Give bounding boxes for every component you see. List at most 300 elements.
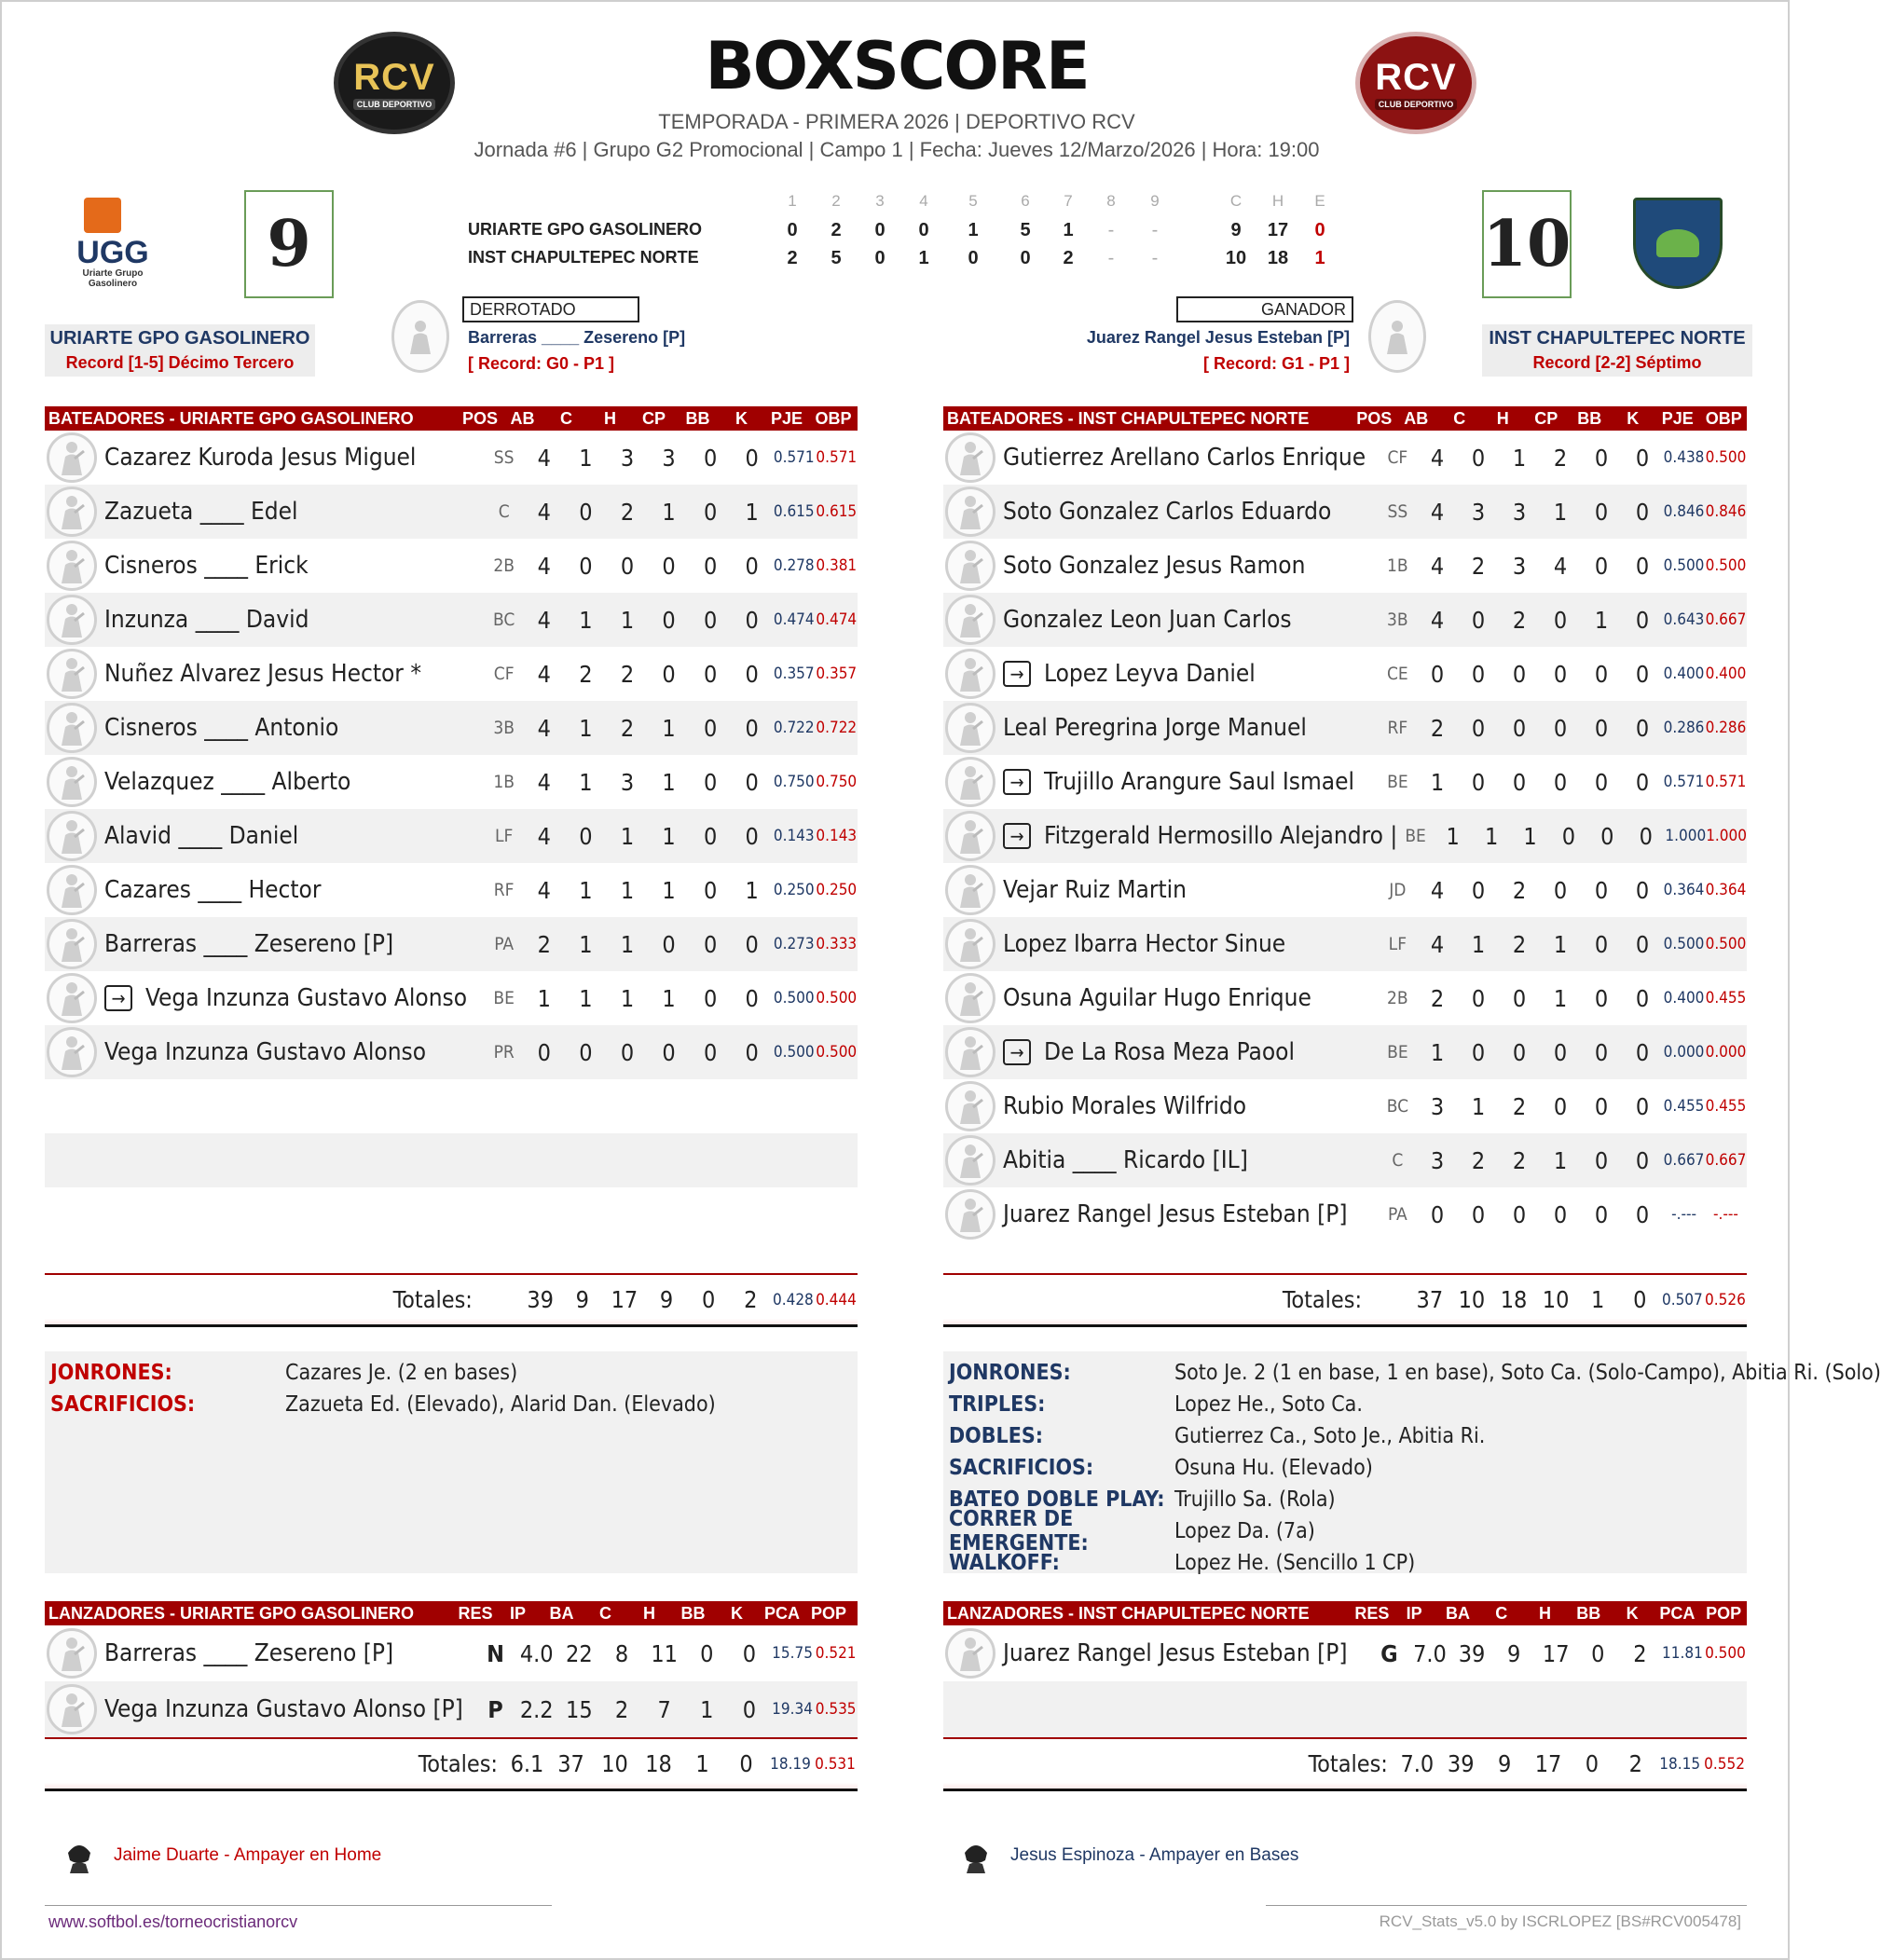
stat-cell: 1 bbox=[579, 984, 593, 1012]
position-cell: C bbox=[1392, 1150, 1404, 1171]
player-name[interactable] bbox=[1003, 1038, 1379, 1066]
player-avatar bbox=[47, 1027, 97, 1077]
stat-cell: 0 bbox=[703, 552, 718, 580]
stat-cell: 15 bbox=[566, 1695, 593, 1723]
stat-cell: 3 bbox=[1512, 552, 1527, 580]
player-name-text: Lopez Leyva Daniel bbox=[1044, 660, 1256, 688]
totals-row bbox=[943, 1273, 1747, 1327]
position-cell: BE bbox=[1405, 826, 1426, 846]
home-team-logo bbox=[1633, 198, 1723, 289]
ls-inning-run: 2 bbox=[1063, 248, 1074, 268]
batter-row bbox=[45, 863, 858, 917]
ls-total-header: H bbox=[1271, 192, 1284, 210]
player-name[interactable] bbox=[1003, 1639, 1369, 1667]
player-name[interactable] bbox=[1003, 498, 1379, 526]
batter-row bbox=[943, 755, 1747, 809]
column-header: K bbox=[1627, 408, 1640, 428]
player-avatar bbox=[945, 1027, 995, 1077]
stat-cell: 0 bbox=[745, 1038, 759, 1066]
stat-cell: 0 bbox=[579, 498, 593, 526]
column-header: H bbox=[1539, 1603, 1552, 1623]
column-header: C bbox=[560, 408, 572, 428]
player-avatar bbox=[945, 1189, 995, 1240]
stat-cell: 1 bbox=[579, 876, 593, 904]
avg-cell: 0.357 bbox=[773, 665, 815, 683]
stat-cell: 1 bbox=[620, 876, 635, 904]
inning-header: 3 bbox=[875, 192, 885, 210]
stat-cell: 0 bbox=[1635, 498, 1650, 526]
batter-row bbox=[943, 539, 1747, 593]
stat-cell: 0 bbox=[1553, 606, 1568, 634]
stat-cell: 0 bbox=[1594, 930, 1609, 958]
batter-row bbox=[45, 539, 858, 593]
player-avatar bbox=[945, 1628, 995, 1679]
player-name-text: Lopez Ibarra Hector Sinue bbox=[1003, 930, 1286, 958]
position-cell: JD bbox=[1389, 880, 1407, 900]
winning-pitcher-record: [ Record: G1 - P1 ] bbox=[1202, 354, 1350, 373]
avg-cell: 0.722 bbox=[773, 719, 815, 737]
stat-cell: 0 bbox=[745, 930, 759, 958]
home-umpire: Jaime Duarte - Ampayer en Home bbox=[56, 1834, 381, 1877]
stat-cell: 0 bbox=[703, 822, 718, 850]
column-header: C bbox=[1453, 408, 1466, 428]
stat-cell: 1 bbox=[579, 606, 593, 634]
column-header: CP bbox=[1534, 408, 1558, 428]
batter-row bbox=[943, 1133, 1747, 1187]
stat-cell: 3 bbox=[1430, 1092, 1445, 1120]
avg-cell: 0.333 bbox=[816, 935, 858, 953]
player-name[interactable] bbox=[1003, 1146, 1379, 1174]
totals-cell: 2 bbox=[1628, 1750, 1642, 1777]
stat-cell: 4 bbox=[1430, 930, 1445, 958]
player-name[interactable] bbox=[1003, 1092, 1379, 1120]
stat-cell: 0 bbox=[1635, 768, 1650, 796]
player-name[interactable] bbox=[104, 768, 485, 796]
player-name[interactable] bbox=[104, 498, 485, 526]
stat-cell: 1 bbox=[620, 984, 635, 1012]
totals-cell: 1 bbox=[1591, 1286, 1605, 1313]
player-name-text: Abitia ____ Ricardo [IL] bbox=[1003, 1146, 1248, 1174]
note-value: Zazueta Ed. (Elevado), Alarid Dan. (Elevado) bbox=[285, 1392, 716, 1417]
linescore bbox=[468, 192, 1363, 285]
note-row bbox=[943, 1357, 1881, 1389]
stat-cell: 0 bbox=[742, 1695, 757, 1723]
player-name-text: Barreras ____ Zesereno [P] bbox=[104, 1639, 394, 1667]
ls-total-h: 18 bbox=[1267, 248, 1289, 268]
player-avatar bbox=[945, 541, 995, 591]
stat-cell: 1 bbox=[579, 930, 593, 958]
totals-cell: 0 bbox=[1585, 1750, 1600, 1777]
stat-cell: 0 bbox=[1635, 1146, 1650, 1174]
player-name[interactable] bbox=[1003, 714, 1379, 742]
stat-cell: 1 bbox=[579, 768, 593, 796]
table-title: BATEADORES - URIARTE GPO GASOLINERO bbox=[48, 408, 414, 428]
position-cell: CF bbox=[1387, 447, 1408, 468]
player-name[interactable] bbox=[1003, 1200, 1379, 1228]
avg-cell: 0.250 bbox=[773, 881, 815, 899]
batter-row bbox=[943, 1079, 1747, 1133]
player-name-text: Fitzgerald Hermosillo Alejandro | bbox=[1044, 822, 1398, 850]
avg-cell: 0.455 bbox=[1663, 1097, 1705, 1116]
avg-cell: 19.34 bbox=[772, 1700, 813, 1719]
note-value: Gutierrez Ca., Soto Je., Abitia Ri. bbox=[1174, 1424, 1486, 1448]
totals-cell: 10 bbox=[1458, 1286, 1486, 1313]
note-label: SACRIFICIOS: bbox=[949, 1456, 1094, 1480]
footer-version: RCV_Stats_v5.0 by ISCRLOPEZ [BS#RCV005478] bbox=[1379, 1912, 1741, 1930]
batter-row bbox=[45, 809, 858, 863]
avg-cell: 0.474 bbox=[773, 610, 815, 629]
column-header: BA bbox=[549, 1603, 574, 1623]
result-cell: G bbox=[1380, 1639, 1398, 1667]
avg-cell: 0.750 bbox=[773, 773, 815, 791]
position-cell: SS bbox=[493, 447, 515, 468]
avg-cell: 0.722 bbox=[816, 719, 858, 737]
batter-row bbox=[943, 971, 1747, 1025]
stat-cell: 1 bbox=[662, 876, 676, 904]
stat-cell: 0 bbox=[1594, 714, 1609, 742]
ls-inning-run: 2 bbox=[831, 220, 842, 240]
stat-cell: 4 bbox=[1430, 498, 1445, 526]
stat-cell: 0 bbox=[745, 660, 759, 688]
player-avatar bbox=[47, 811, 97, 861]
column-header: K bbox=[731, 1603, 743, 1623]
player-name[interactable] bbox=[104, 822, 485, 850]
player-avatar bbox=[47, 1628, 97, 1679]
totals-cell: 0 bbox=[739, 1750, 753, 1777]
player-avatar bbox=[945, 973, 995, 1023]
stat-cell: 1 bbox=[662, 768, 676, 796]
player-name-text: Soto Gonzalez Carlos Eduardo bbox=[1003, 498, 1332, 526]
avg-cell: 0.286 bbox=[1663, 719, 1705, 737]
stat-cell: 11 bbox=[651, 1639, 678, 1667]
substitution-arrow-icon: → bbox=[1003, 1039, 1031, 1065]
batter-row bbox=[45, 647, 858, 701]
player-name-text: Leal Peregrina Jorge Manuel bbox=[1003, 714, 1307, 742]
player-name[interactable] bbox=[104, 876, 485, 904]
stat-cell: 9 bbox=[1506, 1639, 1521, 1667]
stat-cell: 0 bbox=[1594, 660, 1609, 688]
ls-inning-run: 0 bbox=[787, 220, 798, 240]
avg-cell: 0.571 bbox=[773, 448, 815, 467]
stat-cell: 0 bbox=[1471, 984, 1486, 1012]
stat-cell: 1 bbox=[620, 822, 635, 850]
stat-cell: 4 bbox=[537, 444, 551, 472]
ls-inning-run: 5 bbox=[1020, 220, 1031, 240]
substitution-arrow-icon: → bbox=[1003, 823, 1031, 849]
stat-cell: 3 bbox=[620, 444, 635, 472]
totals-cell: 0.428 bbox=[773, 1290, 814, 1309]
column-header: H bbox=[1496, 408, 1509, 428]
avg-cell: 0.500 bbox=[1663, 935, 1705, 953]
player-name[interactable] bbox=[1003, 552, 1379, 580]
empty-row bbox=[45, 1133, 858, 1187]
player-name[interactable] bbox=[104, 660, 485, 688]
stat-cell: 2 bbox=[620, 498, 635, 526]
player-name-text: Gonzalez Leon Juan Carlos bbox=[1003, 606, 1292, 634]
player-name[interactable] bbox=[1003, 822, 1397, 850]
away-pitching-table bbox=[45, 1601, 858, 1791]
stat-cell: 3 bbox=[662, 444, 676, 472]
column-header: BA bbox=[1445, 1603, 1470, 1623]
column-header: CP bbox=[641, 408, 666, 428]
player-name[interactable] bbox=[104, 1038, 485, 1066]
pitcher-row bbox=[45, 1681, 858, 1737]
ls-total-header: C bbox=[1229, 192, 1243, 210]
avg-cell: 1.000 bbox=[1665, 827, 1707, 845]
player-avatar bbox=[47, 595, 97, 645]
stat-cell: 1 bbox=[662, 498, 676, 526]
stat-cell: 2 bbox=[620, 660, 635, 688]
stat-cell: 0 bbox=[703, 660, 718, 688]
player-name[interactable] bbox=[1003, 444, 1379, 472]
avg-cell: 0.846 bbox=[1663, 502, 1705, 521]
ls-inning-run: - bbox=[1107, 248, 1115, 268]
avg-cell: 0.571 bbox=[1705, 773, 1747, 791]
avg-cell: 0.400 bbox=[1663, 665, 1705, 683]
table-title: LANZADORES - URIARTE GPO GASOLINERO bbox=[48, 1603, 415, 1623]
stat-cell: 0 bbox=[1594, 984, 1609, 1012]
ls-inning-run: 0 bbox=[918, 220, 929, 240]
away-team-label: URIARTE GPO GASOLINERO Record [1-5] Décimo Tercero bbox=[45, 324, 315, 377]
player-name-text: Barreras ____ Zesereno [P] bbox=[104, 930, 394, 958]
totals-cell: 10 bbox=[1542, 1286, 1570, 1313]
player-name-text: Vega Inzunza Gustavo Alonso [P] bbox=[104, 1695, 463, 1723]
note-row bbox=[943, 1507, 1747, 1556]
player-avatar bbox=[945, 757, 995, 807]
note-row bbox=[943, 1547, 1747, 1579]
totals-cell: 7.0 bbox=[1400, 1750, 1435, 1777]
player-name-text: Vejar Ruiz Martin bbox=[1003, 876, 1187, 904]
stat-cell: 0 bbox=[1471, 444, 1486, 472]
player-name[interactable] bbox=[104, 1639, 475, 1667]
stat-cell: 0 bbox=[1635, 1038, 1650, 1066]
avg-cell: 0.521 bbox=[815, 1644, 857, 1663]
stat-cell: 4 bbox=[1553, 552, 1568, 580]
stat-cell: 2 bbox=[1512, 930, 1527, 958]
position-cell: C bbox=[498, 501, 510, 522]
column-header: PCA bbox=[1659, 1603, 1696, 1623]
note-value: Lopez He. (Sencillo 1 CP) bbox=[1174, 1551, 1416, 1575]
note-value: Trujillo Sa. (Rola) bbox=[1174, 1487, 1336, 1512]
totals-cell: 0 bbox=[702, 1286, 716, 1313]
batter-row bbox=[45, 971, 858, 1025]
table-header bbox=[45, 406, 858, 431]
player-name-text: Zazueta ____ Edel bbox=[104, 498, 298, 526]
avg-cell: 0.400 bbox=[1705, 665, 1747, 683]
player-name[interactable] bbox=[104, 552, 485, 580]
stat-cell: 1 bbox=[1553, 984, 1568, 1012]
ls-inning-run: 2 bbox=[787, 248, 798, 268]
stat-cell: 1 bbox=[1553, 930, 1568, 958]
note-row bbox=[943, 1420, 1747, 1452]
avg-cell: 0.500 bbox=[773, 989, 815, 1007]
note-row bbox=[943, 1452, 1747, 1484]
totals-cell: 18.19 bbox=[770, 1754, 811, 1774]
stat-cell: 1 bbox=[1471, 930, 1486, 958]
stat-cell: 0 bbox=[662, 552, 676, 580]
player-avatar bbox=[945, 703, 995, 753]
loser-status-box: DERROTADO bbox=[462, 296, 639, 322]
stat-cell: 0 bbox=[1639, 822, 1653, 850]
column-header: OBP bbox=[1705, 408, 1742, 428]
stat-cell: 0 bbox=[1471, 768, 1486, 796]
stat-cell: 1 bbox=[1594, 606, 1609, 634]
avg-cell: 0.535 bbox=[815, 1700, 857, 1719]
inning-header: 7 bbox=[1064, 192, 1073, 210]
ls-total-h: 17 bbox=[1267, 220, 1289, 240]
totals-label: Totales: bbox=[392, 1286, 473, 1313]
player-avatar bbox=[47, 541, 97, 591]
stat-cell: 0 bbox=[1591, 1639, 1605, 1667]
player-name[interactable] bbox=[104, 1695, 475, 1723]
player-name-text: Cisneros ____ Antonio bbox=[104, 714, 339, 742]
player-name-text: Juarez Rangel Jesus Esteban [P] bbox=[1003, 1639, 1348, 1667]
stat-cell: 0 bbox=[1594, 1038, 1609, 1066]
home-notes bbox=[943, 1351, 1881, 1575]
totals-cell: 18 bbox=[1500, 1286, 1528, 1313]
player-name[interactable] bbox=[104, 714, 485, 742]
player-name[interactable] bbox=[1003, 930, 1379, 958]
note-label: WALKOFF: bbox=[949, 1551, 1060, 1575]
umpire-icon bbox=[954, 1834, 997, 1877]
column-header: POP bbox=[810, 1603, 846, 1623]
totals-row bbox=[45, 1737, 858, 1791]
note-label: SACRIFICIOS: bbox=[50, 1392, 196, 1417]
column-header: IP bbox=[1406, 1603, 1422, 1623]
player-name[interactable] bbox=[104, 930, 485, 958]
batter-row bbox=[45, 917, 858, 971]
player-name[interactable] bbox=[1003, 606, 1379, 634]
stat-cell: 0 bbox=[1600, 822, 1614, 850]
ls-inning-run: 5 bbox=[831, 248, 842, 268]
player-avatar bbox=[945, 649, 995, 699]
avg-cell: -.--- bbox=[1713, 1205, 1738, 1224]
avg-cell: 0.250 bbox=[816, 881, 858, 899]
stat-cell: 1 bbox=[620, 930, 635, 958]
totals-cell: 0.507 bbox=[1661, 1290, 1703, 1309]
note-label: CORRER DE EMERGENTE: bbox=[949, 1507, 1089, 1556]
position-cell: BE bbox=[1387, 1042, 1408, 1062]
stat-cell: 1 bbox=[662, 984, 676, 1012]
stat-cell: 0 bbox=[1594, 444, 1609, 472]
player-name-text: Cisneros ____ Erick bbox=[104, 552, 309, 580]
player-name[interactable] bbox=[1003, 660, 1379, 688]
player-avatar bbox=[47, 973, 97, 1023]
stat-cell: 0 bbox=[1430, 660, 1445, 688]
avg-cell: 0.667 bbox=[1663, 1151, 1705, 1170]
avg-cell: 0.278 bbox=[773, 556, 815, 575]
stat-cell: 0 bbox=[1594, 498, 1609, 526]
player-name[interactable] bbox=[104, 444, 485, 472]
player-avatar bbox=[945, 432, 995, 483]
avg-cell: 0.500 bbox=[773, 1043, 815, 1062]
avg-cell: 0.364 bbox=[1663, 881, 1705, 899]
stat-cell: 0 bbox=[1635, 714, 1650, 742]
totals-row bbox=[45, 1273, 858, 1327]
column-header: BB bbox=[680, 1603, 706, 1623]
player-name[interactable] bbox=[104, 984, 485, 1012]
stat-cell: 0 bbox=[745, 552, 759, 580]
player-name[interactable] bbox=[1003, 984, 1379, 1012]
player-name-text: Cazares ____ Hector bbox=[104, 876, 322, 904]
player-name-text: Cazarez Kuroda Jesus Miguel bbox=[104, 444, 417, 472]
stat-cell: 1 bbox=[620, 606, 635, 634]
note-value: Soto Je. 2 (1 en base, 1 en base), Soto Ca. (Solo-Campo), Abitia Ri. (Solo) bbox=[1174, 1361, 1881, 1385]
player-avatar bbox=[47, 757, 97, 807]
stat-cell: 4 bbox=[537, 768, 551, 796]
avg-cell: 0.357 bbox=[816, 665, 858, 683]
umpire-icon bbox=[58, 1834, 101, 1877]
position-cell: 2B bbox=[493, 555, 515, 576]
home-batting-table bbox=[943, 406, 1747, 1241]
avg-cell: -.--- bbox=[1671, 1205, 1696, 1224]
batter-row bbox=[943, 485, 1747, 539]
table-title: LANZADORES - INST CHAPULTEPEC NORTE bbox=[947, 1603, 1310, 1623]
position-cell: PR bbox=[493, 1042, 515, 1062]
player-name-text: Soto Gonzalez Jesus Ramon bbox=[1003, 552, 1306, 580]
stat-cell: 0 bbox=[1553, 1092, 1568, 1120]
stat-cell: 0 bbox=[1512, 1200, 1527, 1228]
stat-cell: 0 bbox=[1512, 1038, 1527, 1066]
away-team-logo: UGG Uriarte Grupo Gasolinero bbox=[62, 194, 164, 287]
avg-cell: 0.500 bbox=[1705, 935, 1747, 953]
stat-cell: 0 bbox=[1635, 606, 1650, 634]
inning-header: 8 bbox=[1106, 192, 1116, 210]
batter-row bbox=[943, 1187, 1747, 1241]
ls-total-c: 10 bbox=[1225, 248, 1247, 268]
player-name[interactable] bbox=[1003, 876, 1379, 904]
ls-inning-run: 0 bbox=[874, 248, 886, 268]
stat-cell: 0 bbox=[1553, 768, 1568, 796]
batter-row bbox=[45, 485, 858, 539]
player-name-text: Osuna Aguilar Hugo Enrique bbox=[1003, 984, 1311, 1012]
player-name-text: Vega Inzunza Gustavo Alonso bbox=[104, 1038, 427, 1066]
player-name[interactable] bbox=[104, 606, 485, 634]
ls-inning-run: 0 bbox=[1020, 248, 1031, 268]
stat-cell: 1 bbox=[579, 444, 593, 472]
footer-url[interactable]: www.softbol.es/torneocristianorcv bbox=[48, 1912, 298, 1931]
player-name-text: Gutierrez Arellano Carlos Enrique bbox=[1003, 444, 1366, 472]
totals-row bbox=[943, 1737, 1747, 1791]
winning-pitcher-name: Juarez Rangel Jesus Esteban [P] bbox=[1086, 328, 1350, 347]
stat-cell: 1 bbox=[579, 714, 593, 742]
stat-cell: 4 bbox=[1430, 876, 1445, 904]
player-name[interactable] bbox=[1003, 768, 1379, 796]
note-label: DOBLES: bbox=[949, 1424, 1044, 1448]
home-pitching-table bbox=[943, 1601, 1747, 1791]
ls-total-e: 0 bbox=[1314, 220, 1325, 240]
stat-cell: 0 bbox=[703, 984, 718, 1012]
stat-cell: 1 bbox=[1430, 1038, 1445, 1066]
totals-cell: 9 bbox=[659, 1286, 674, 1313]
stat-cell: 2.2 bbox=[519, 1695, 554, 1723]
note-value: Osuna Hu. (Elevado) bbox=[1174, 1456, 1373, 1480]
table-title: BATEADORES - INST CHAPULTEPEC NORTE bbox=[947, 408, 1310, 428]
position-cell: 3B bbox=[493, 718, 515, 738]
note-value: Lopez He., Soto Ca. bbox=[1174, 1392, 1363, 1417]
away-batting-table bbox=[45, 406, 858, 1241]
avg-cell: 1.000 bbox=[1706, 827, 1747, 845]
table-header bbox=[45, 1601, 858, 1625]
player-avatar bbox=[945, 865, 995, 915]
column-header: K bbox=[735, 408, 748, 428]
stat-cell: 0 bbox=[1594, 768, 1609, 796]
stat-cell: 2 bbox=[537, 930, 551, 958]
avg-cell: 0.000 bbox=[1705, 1043, 1747, 1062]
losing-pitcher-record: [ Record: G0 - P1 ] bbox=[468, 354, 615, 373]
fuel-pump-icon bbox=[84, 198, 121, 233]
table-header bbox=[943, 406, 1747, 431]
